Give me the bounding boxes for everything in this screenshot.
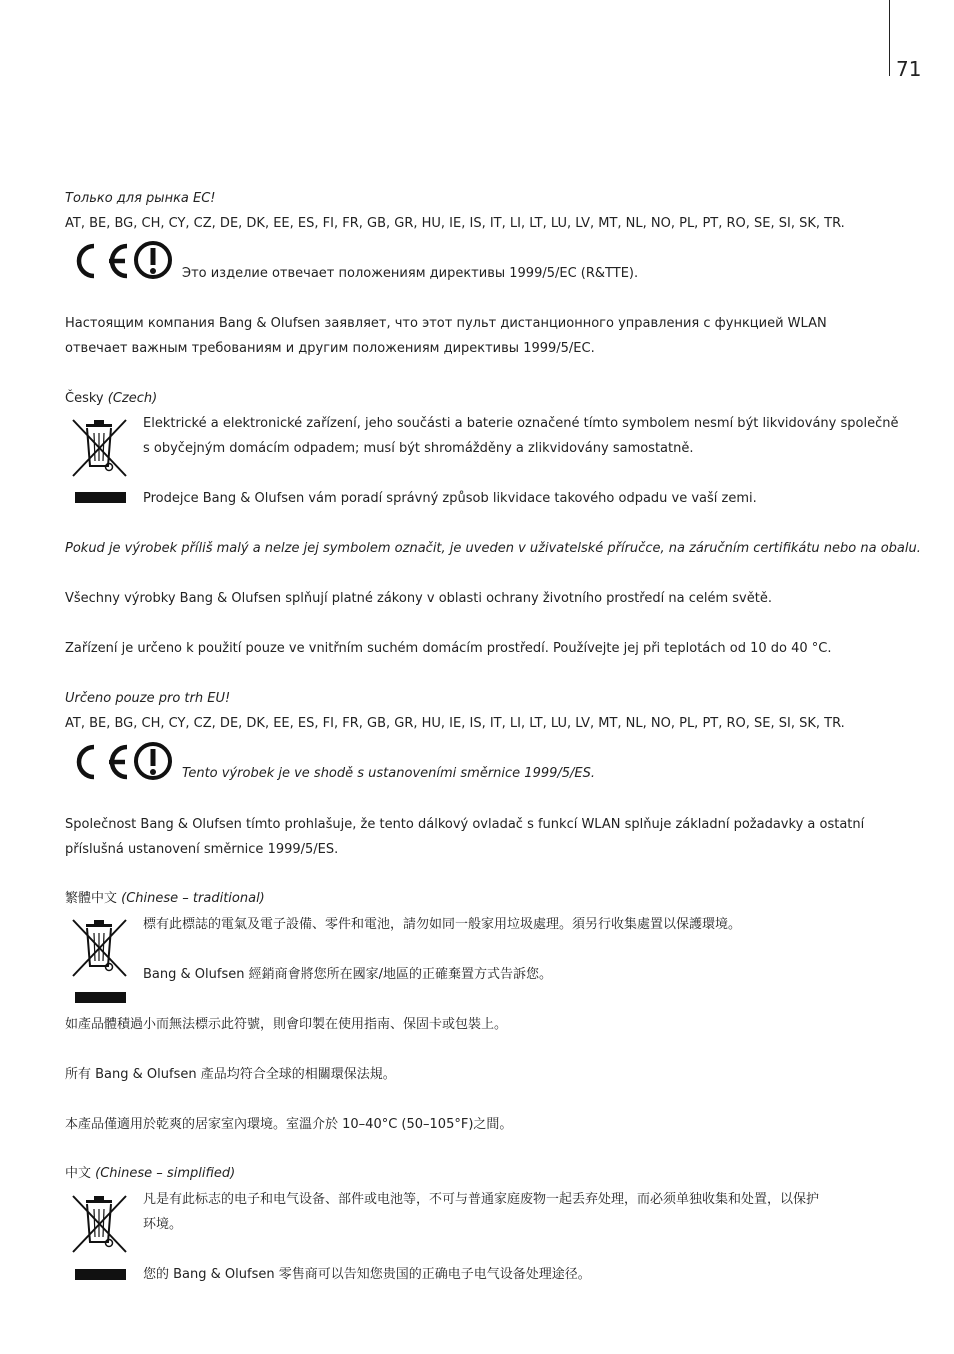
chinese-simplified-weee-line1: 凡是有此标志的电子和电气设备、部件或电池等，不可与普通家庭废物一起丢弃处理，而必须单独收集和处置，以保护 xyxy=(143,1192,820,1207)
czech-weee-line2: s obyčejným domácím odpadem; musí být shromážděny a zlikvidovány samostatně. xyxy=(143,441,694,456)
chinese-traditional-usage: 本產品僅適用於乾爽的居家室內環境。室溫介於 10–40°C (50–105°F)之間。 xyxy=(65,1117,513,1132)
czech-heading-label: Česky xyxy=(65,391,104,406)
weee-bar xyxy=(75,492,126,503)
chinese-simplified-dealer: 您的 Bang & Olufsen 零售商可以告知您贵国的正确电子电气设备处理途径。 xyxy=(143,1267,591,1282)
chinese-simplified-heading-note: (Chinese – simplified) xyxy=(95,1166,236,1181)
page-number-rule xyxy=(889,0,890,76)
page-number: 71 xyxy=(896,57,922,81)
chinese-traditional-weee: 標有此標誌的電氣及電子設備、零件和電池，請勿如同一般家用垃圾處理。須另行收集處置以保護環境。 xyxy=(143,917,742,932)
ce-mark-icon xyxy=(63,239,173,283)
russian-heading: Только для рынка ЕС! xyxy=(65,191,216,206)
chinese-traditional-heading-note: (Chinese – traditional) xyxy=(121,891,265,906)
crossed-out-bin-icon xyxy=(70,916,130,980)
weee-bar xyxy=(75,1269,126,1280)
crossed-out-bin-icon xyxy=(70,1192,130,1256)
chinese-traditional-laws: 所有 Bang & Olufsen 產品均符合全球的相關環保法規。 xyxy=(65,1067,396,1082)
chinese-traditional-dealer: Bang & Olufsen 經銷商會將您所在國家/地區的正確棄置方式告訴您。 xyxy=(143,967,552,982)
russian-ce-text: Это изделие отвечает положениям директивы 1999/5/EC (R&TTE). xyxy=(182,266,639,281)
chinese-traditional-heading-label: 繁體中文 xyxy=(65,891,118,906)
chinese-simplified-heading-label: 中文 xyxy=(65,1166,92,1181)
russian-declaration-line2: отвечает важным требованиям и другим положениям директивы 1999/5/EC. xyxy=(65,341,595,356)
russian-countries: AT, BE, BG, CH, CY, CZ, DE, DK, EE, ES, FI, FR, GB, GR, HU, IE, IS, IT, LI, LT, LU, LV, MT, NL, NO, PL, PT, RO, SE, SI, SK, TR. xyxy=(65,216,845,231)
czech-declaration-line2: příslušná ustanovení směrnice 1999/5/ES. xyxy=(65,842,339,857)
alert-class2-icon xyxy=(136,243,170,277)
czech-countries: AT, BE, BG, CH, CY, CZ, DE, DK, EE, ES, FI, FR, GB, GR, HU, IE, IS, IT, LI, LT, LU, LV, MT, NL, NO, PL, PT, RO, SE, SI, SK, TR. xyxy=(65,716,845,731)
chinese-traditional-small-note: 如產品體積過小而無法標示此符號，則會印製在使用指南、保固卡或包裝上。 xyxy=(65,1017,508,1032)
czech-dealer: Prodejce Bang & Olufsen vám poradí správný způsob likvidace takového odpadu ve vaší zemi. xyxy=(143,491,757,506)
czech-weee-line1: Elektrické a elektronické zařízení, jeho součásti a baterie označené tímto symbolem nesmí být likvidovány společně xyxy=(143,416,899,431)
chinese-simplified-heading xyxy=(65,1167,235,1180)
czech-small-note: Pokud je výrobek příliš malý a nelze jej symbolem označit, je uveden v uživatelské příručce, na záručním certifikátu nebo na obalu. xyxy=(65,541,921,556)
ce-mark-icon xyxy=(63,740,173,784)
alert-class2-icon xyxy=(136,744,170,778)
chinese-simplified-weee-line2: 环境。 xyxy=(143,1217,183,1232)
czech-ce-text: Tento výrobek je ve shodě s ustanoveními směrnice 1999/5/ES. xyxy=(182,766,596,781)
czech-eu-heading: Určeno pouze pro trh EU! xyxy=(65,691,231,706)
czech-laws: Všechny výrobky Bang & Olufsen splňují platné zákony v oblasti ochrany životního prostředí na celém světě. xyxy=(65,591,772,606)
czech-heading-note: (Czech) xyxy=(107,391,158,406)
czech-heading xyxy=(65,392,157,405)
crossed-out-bin-icon xyxy=(70,416,130,480)
chinese-traditional-heading xyxy=(65,892,265,905)
russian-declaration-line1: Настоящим компания Bang & Olufsen заявляет, что этот пульт дистанционного управления с функцией WLAN xyxy=(65,316,827,331)
czech-declaration-line1: Společnost Bang & Olufsen tímto prohlašuje, že tento dálkový ovladač s funkcí WLAN splňuje základní požadavky a ostatní xyxy=(65,817,865,832)
czech-usage: Zařízení je určeno k použití pouze ve vnitřním suchém domácím prostředí. Používejte jej při teplotách od 10 do 40 °C. xyxy=(65,641,832,656)
weee-bar xyxy=(75,992,126,1003)
